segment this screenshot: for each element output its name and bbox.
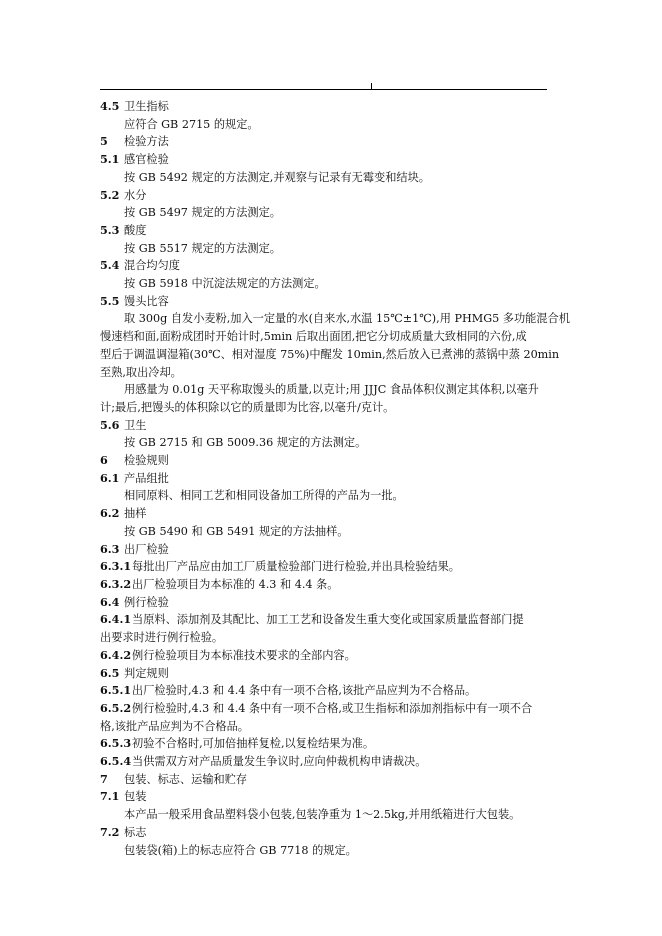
section-heading (100, 771, 552, 789)
section-title: 包装、标志、运输和贮存 (124, 772, 248, 786)
section-title: 产品组批 (124, 471, 169, 485)
section-number: 5 (100, 134, 108, 149)
section-number: 7.1 (100, 789, 120, 804)
section-title: 判定规则 (124, 666, 169, 680)
section-number: 6.5.4 (100, 754, 132, 769)
section-title: 例行检验项目为本标准技术要求的全部内容。 (132, 648, 356, 662)
section-heading (100, 753, 552, 771)
section-heading (100, 187, 552, 205)
section-heading (100, 257, 552, 275)
section-title: 混合均匀度 (124, 259, 180, 273)
section-heading (100, 647, 552, 665)
paragraph-continuation: 出要求时进行例行检验。 (100, 631, 224, 645)
section-title: 馒头比容 (124, 294, 169, 308)
paragraph-line: 应符合 GB 2715 的规定。 (124, 117, 259, 131)
section-heading (100, 735, 552, 753)
section-heading (100, 133, 552, 151)
section-number: 5.2 (100, 187, 120, 202)
section-heading (100, 505, 552, 523)
paragraph-line: 按 GB 5490 和 GB 5491 规定的方法抽样。 (124, 524, 349, 538)
section-number: 5.6 (100, 417, 120, 432)
section-number: 6.5 (100, 665, 120, 680)
section-title: 每批出厂产品应由加工厂质量检验部门进行检验,并出具检验结果。 (132, 560, 460, 574)
section-title: 抽样 (124, 507, 147, 521)
section-number: 6.4.1 (100, 612, 132, 627)
section-number: 6.3 (100, 541, 120, 556)
section-title: 感官检验 (124, 153, 169, 167)
section-heading (100, 700, 552, 718)
section-title: 标志 (124, 825, 147, 839)
section-heading (100, 222, 552, 240)
section-title: 出厂检验项目为本标准的 4.3 和 4.4 条。 (132, 577, 339, 591)
section-number: 7 (100, 771, 108, 786)
section-number: 6.4.2 (100, 647, 132, 662)
section-number: 6.4 (100, 594, 120, 609)
paragraph-line: 相同原料、相同工艺和相同设备加工所得的产品为一批。 (124, 489, 404, 503)
section-heading (100, 682, 552, 700)
section-title: 检验规则 (124, 454, 169, 468)
paragraph-line: 包装袋(箱)上的标志应符合 GB 7718 的规定。 (124, 843, 357, 857)
paragraph-continuation: 至熟,取出冷却。 (100, 365, 182, 379)
section-heading (100, 576, 552, 594)
section-title: 例行检验 (124, 595, 169, 609)
section-heading (100, 541, 552, 559)
section-title: 例行检验时,4.3 和 4.4 条中有一项不合格,或卫生指标和添加剂指标中有一项不合 (132, 701, 533, 715)
section-title: 出厂检验 (124, 542, 169, 556)
section-number: 6.5.1 (100, 683, 132, 698)
section-heading (100, 824, 552, 842)
section-number: 5.5 (100, 293, 120, 308)
section-heading (100, 293, 552, 311)
section-number: 6.5.3 (100, 736, 132, 751)
paragraph-continuation: 格,该批产品应判为不合格品。 (100, 719, 249, 733)
paragraph-line: 用感量为 0.01g 天平称取馒头的质量,以克计;用 JJJC 食品体积仪测定其体积,以毫升 (124, 383, 539, 397)
section-number: 6.5.2 (100, 700, 132, 715)
section-heading (100, 470, 552, 488)
header-rule-tick (371, 83, 372, 89)
section-heading (100, 665, 552, 683)
section-title: 包装 (124, 790, 147, 804)
section-number: 6 (100, 453, 108, 468)
section-number: 5.3 (100, 222, 120, 237)
paragraph-line: 按 GB 2715 和 GB 5009.36 规定的方法测定。 (124, 436, 367, 450)
section-title: 当原料、添加剂及其配比、加工工艺和设备发生重大变化或国家质量监督部门提 (132, 613, 524, 627)
section-number: 6.2 (100, 506, 120, 521)
section-title: 卫生 (124, 418, 147, 432)
section-title: 水分 (124, 188, 147, 202)
section-number: 6.3.1 (100, 559, 132, 574)
section-heading (100, 611, 552, 629)
section-title: 卫生指标 (124, 100, 169, 113)
section-title: 出厂检验时,4.3 和 4.4 条中有一项不合格,该批产品应判为不合格品。 (132, 684, 477, 698)
section-heading (100, 452, 552, 470)
section-title: 初验不合格时,可加倍抽样复检,以复检结果为准。 (132, 737, 375, 751)
paragraph-line: 取 300g 自发小麦粉,加入一定量的水(自来水,水温 15℃±1℃),用 PHMG5 多功能混合机 (124, 312, 570, 326)
paragraph-line: 按 GB 5918 中沉淀法规定的方法测定。 (124, 277, 326, 291)
section-number: 7.2 (100, 824, 120, 839)
section-number: 6.1 (100, 470, 120, 485)
section-number: 4.5 (100, 99, 120, 113)
paragraph-continuation: 慢速档和面,面粉成团时开始计时,5min 后取出面团,把它分切成质量大致相同的六份,成 (100, 330, 527, 344)
section-number: 6.3.2 (100, 576, 132, 591)
section-number: 5.4 (100, 258, 120, 273)
paragraph-line: 按 GB 5497 规定的方法测定。 (124, 206, 281, 220)
section-title: 酸度 (124, 223, 147, 237)
paragraph-line: 按 GB 5492 规定的方法测定,并观察与记录有无霉变和结块。 (124, 170, 430, 184)
section-number: 5.1 (100, 152, 120, 167)
paragraph-continuation: 型后于调温调湿箱(30℃、相对湿度 75%)中醒发 10min,然后放入已煮沸的蒸锅中蒸 20min (100, 347, 560, 361)
section-heading (100, 594, 552, 612)
document-body (100, 98, 570, 859)
section-heading (100, 788, 552, 806)
section-title: 检验方法 (124, 135, 169, 149)
section-title: 当供需双方对产品质量发生争议时,应向仲裁机构申请裁决。 (132, 755, 427, 769)
section-heading (100, 417, 552, 435)
header-rule (100, 89, 547, 90)
section-heading (100, 151, 552, 169)
paragraph-line: 按 GB 5517 规定的方法测定。 (124, 241, 281, 255)
paragraph-continuation: 计;最后,把馒头的体积除以它的质量即为比容,以毫升/克计。 (100, 400, 395, 414)
section-heading (100, 558, 552, 576)
paragraph-line: 本产品一般采用食品塑料袋小包装,包装净重为 1～2.5kg,并用纸箱进行大包装。 (124, 808, 521, 822)
section-heading (100, 98, 552, 116)
